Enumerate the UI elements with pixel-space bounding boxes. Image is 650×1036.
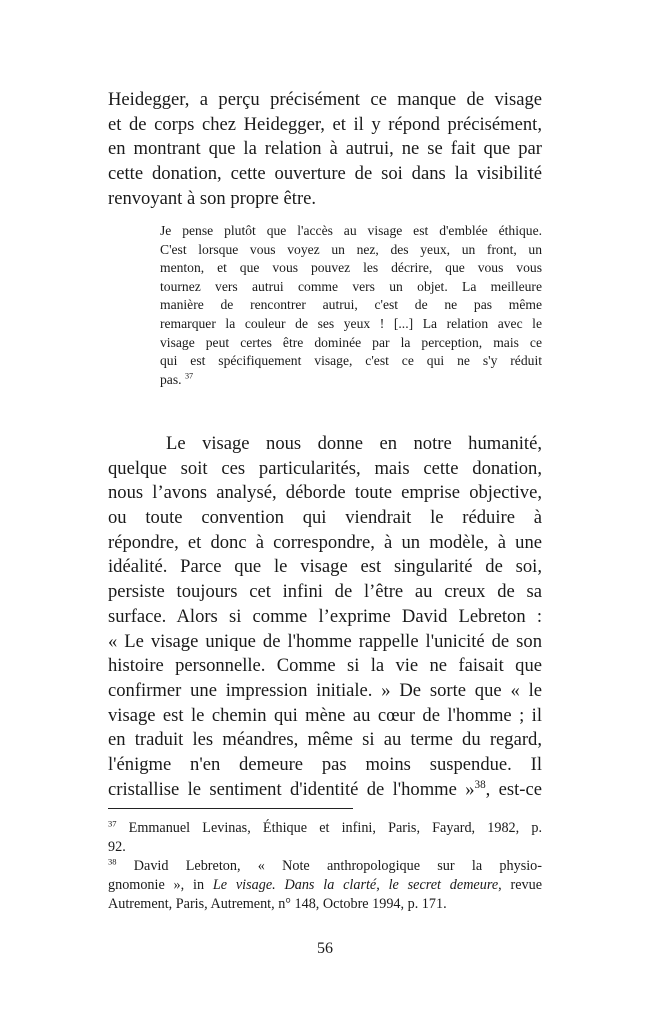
quote-line: manière de rencontrer autrui, c'est de ne pas même <box>160 297 542 313</box>
text-line: visage est le chemin qui mène au cœur de l'homme ; il <box>108 704 542 726</box>
footnote-ref-37[interactable]: 37 <box>184 371 194 381</box>
page-number: 56 <box>317 940 333 957</box>
text-line: en montrant que la relation à autrui, ne se fait que par <box>108 138 542 160</box>
footnote-text <box>108 876 542 895</box>
text-segment: , est-ce <box>485 778 542 800</box>
footnote-text: 92. <box>108 839 126 855</box>
text-line: idéalité. Parce que le visage est singularité de soi, <box>108 556 542 578</box>
footnote-number: 37 <box>108 819 117 829</box>
text-line: surface. Alors si comme l’exprime David Lebreton : <box>108 605 542 627</box>
footnote-text: Emmanuel Levinas, Éthique et infini, Paris, Fayard, 1982, p. <box>116 820 542 836</box>
footnote-separator <box>108 808 353 809</box>
quote-line: tournez vers autrui comme vers un objet. La meilleure <box>160 278 542 294</box>
block-quote <box>160 222 542 389</box>
quote-line: C'est lorsque vous voyez un nez, des yeux, un front, un <box>160 241 542 257</box>
text-line: confirmer une impression initiale. » De sorte que « le <box>108 679 542 701</box>
footnote-text: David Lebreton, « Note anthropologique sur la physio- <box>116 858 542 874</box>
text-line: « Le visage unique de l'homme rappelle l'unicité de son <box>108 630 542 652</box>
footnote-ref-38[interactable]: 38 <box>474 778 486 791</box>
footnote-37 <box>108 819 542 838</box>
quote-line: visage peut certes être dominée par la perception, mais ce <box>160 334 542 350</box>
text-line: ou toute convention qui viendrait le réduire à <box>108 507 542 529</box>
text-line: renvoyant à son propre être. <box>108 187 317 209</box>
text-line: en traduit les méandres, même si au terme du regard, <box>108 729 542 751</box>
text-line: histoire personnelle. Comme si la vie ne faisait que <box>108 655 542 677</box>
quote-line: Je pense plutôt que l'accès au visage est d'emblée éthique. <box>160 223 542 238</box>
text-line: nous l’avons analysé, déborde toute emprise objective, <box>108 482 542 504</box>
quote-line: qui est spécifiquement visage, c'est ce qui ne s'y réduit <box>160 353 542 369</box>
text-segment: cristallise le sentiment d'identité de l'homme » <box>108 778 475 800</box>
book-title: Le visage. Dans la clarté, le secret demeure <box>212 877 499 893</box>
text-line: l'énigme n'en demeure pas moins suspendue. Il <box>108 753 542 775</box>
footnotes <box>108 819 542 914</box>
text-line: et de corps chez Heidegger, et il y répond précisément, <box>108 113 542 135</box>
quote-line: remarquer la couleur de ses yeux ! [...] La relation avec le <box>160 315 542 331</box>
text-line: répondre, et donc à correspondre, à un modèle, à une <box>108 531 542 553</box>
text-line: Le visage nous donne en notre humanité, <box>166 433 542 454</box>
footnote-number: 38 <box>108 857 117 867</box>
text-line: cette donation, cette ouverture de soi dans la visibilité <box>108 163 542 185</box>
text-line <box>108 778 542 803</box>
paragraph-2 <box>108 432 542 802</box>
text-segment: gnomonie », in <box>108 877 213 893</box>
paragraph-1 <box>108 88 542 211</box>
quote-line: menton, et que vous pouvez les décrire, que vous vous <box>160 260 542 276</box>
quote-line <box>160 371 542 390</box>
footnote-text: Autrement, Paris, Autrement, n° 148, Octobre 1994, p. 171. <box>108 896 447 912</box>
text-segment: , revue <box>498 877 542 893</box>
text-line: quelque soit ces particularités, mais cette donation, <box>108 457 542 479</box>
footnote-38 <box>108 857 542 876</box>
text-line: persiste toujours cet infini de l’être au creux de sa <box>108 581 542 603</box>
text-line: Heidegger, a perçu précisément ce manque de visage <box>108 89 542 110</box>
quote-end: pas. <box>160 371 182 387</box>
